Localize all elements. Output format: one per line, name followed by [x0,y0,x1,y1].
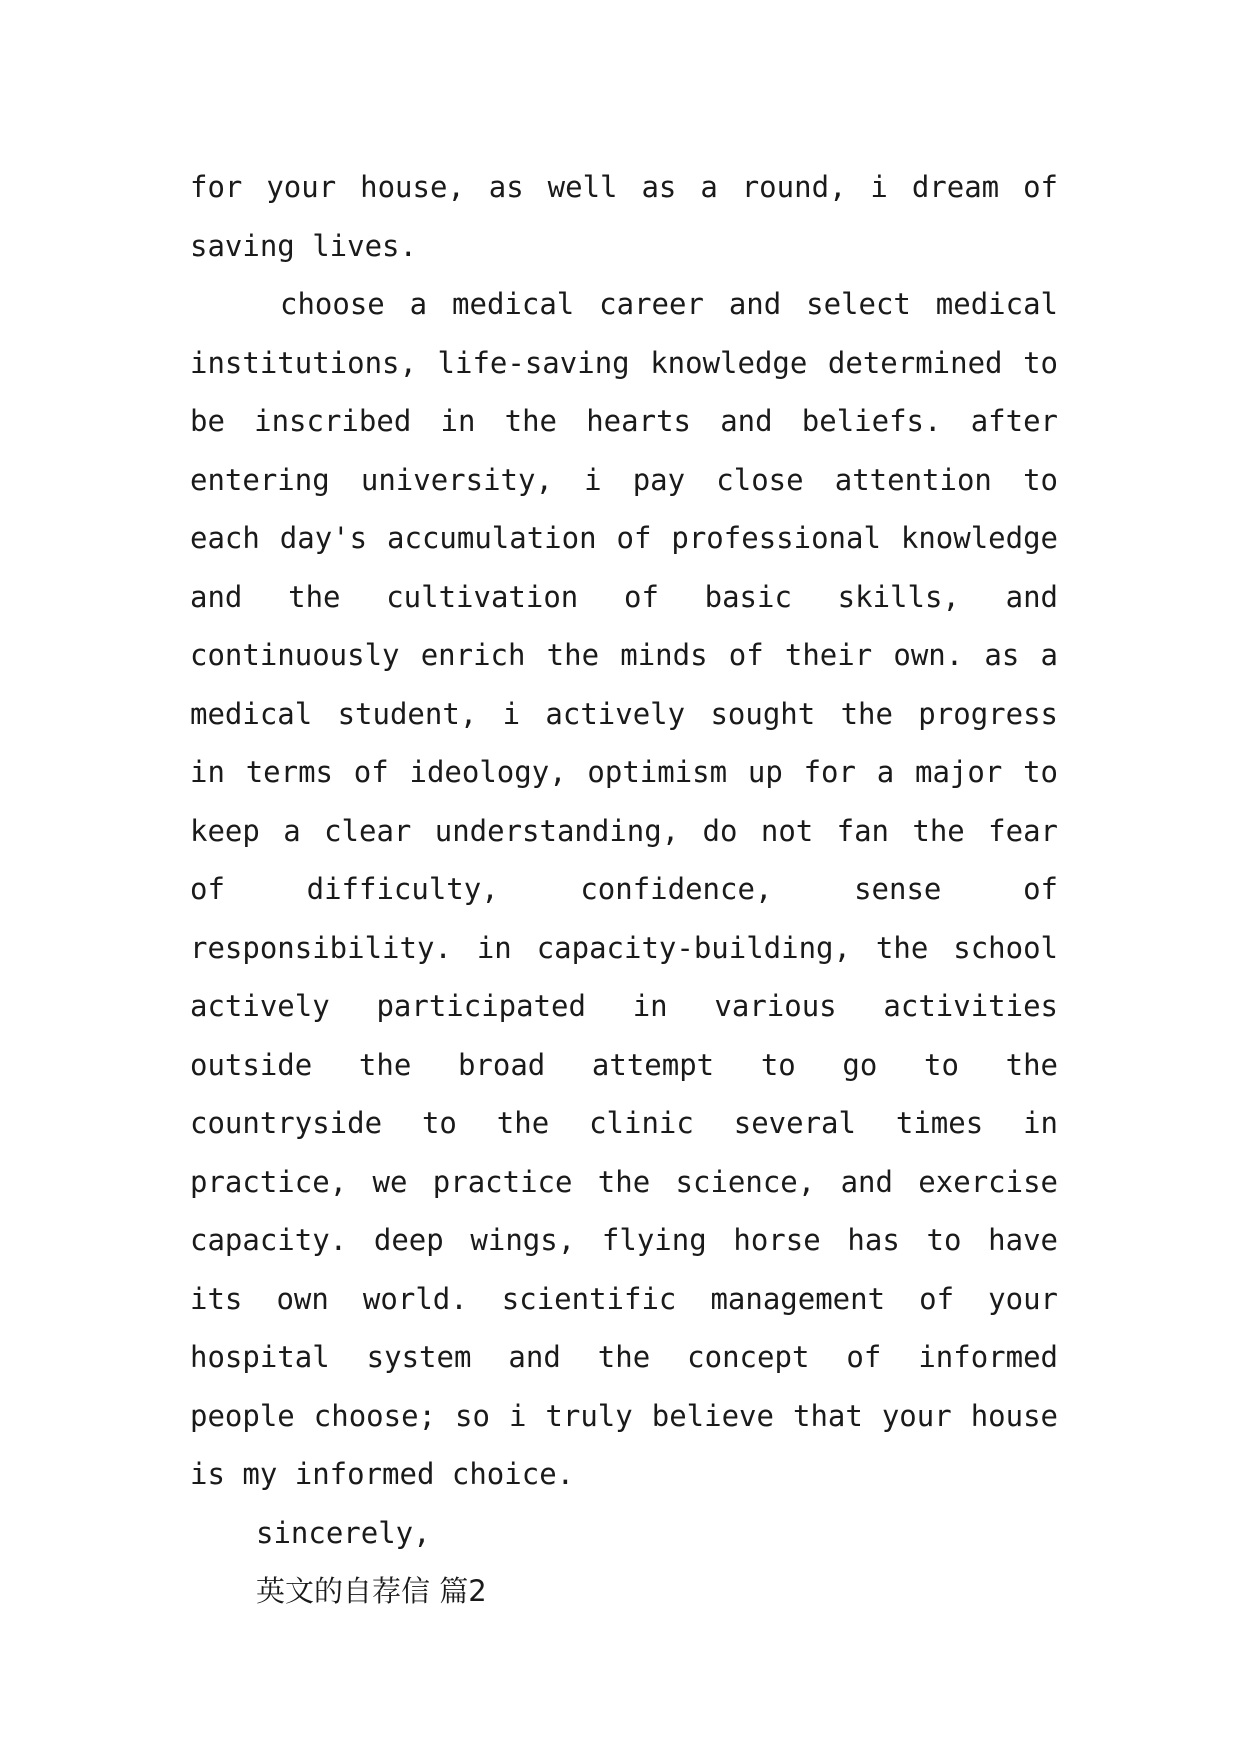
paragraph-career: choose a medical career and select medical institutions, life-saving knowledge determined to be inscribed in the hearts and beliefs. after entering university, i pay close attention to each day's accumulation of professional knowledge and the cultivation of basic skills, and continuously enrich the minds of their own. as a medical student, i actively sought the progress in terms of ideology, optimism up for a major to keep a clear understanding, do not fan the fear of difficulty, confidence, sense of responsibility. in capacity-building, the school actively participated in various activities outside the broad attempt to go to the countryside to the clinic several times in practice, we practice the science, and exercise capacity. deep wings, flying horse has to have its own world. scientific management of your hospital system and the concept of informed people choose; so i truly believe that your house is my informed choice. [190,287,1058,1491]
section-heading: 英文的自荐信 篇2 [256,1574,487,1608]
letter-body [190,158,1058,1621]
paragraph-intro: for your house, as well as a round, i dream of saving lives. [190,170,1058,263]
closing-salutation: sincerely, [256,1515,431,1550]
